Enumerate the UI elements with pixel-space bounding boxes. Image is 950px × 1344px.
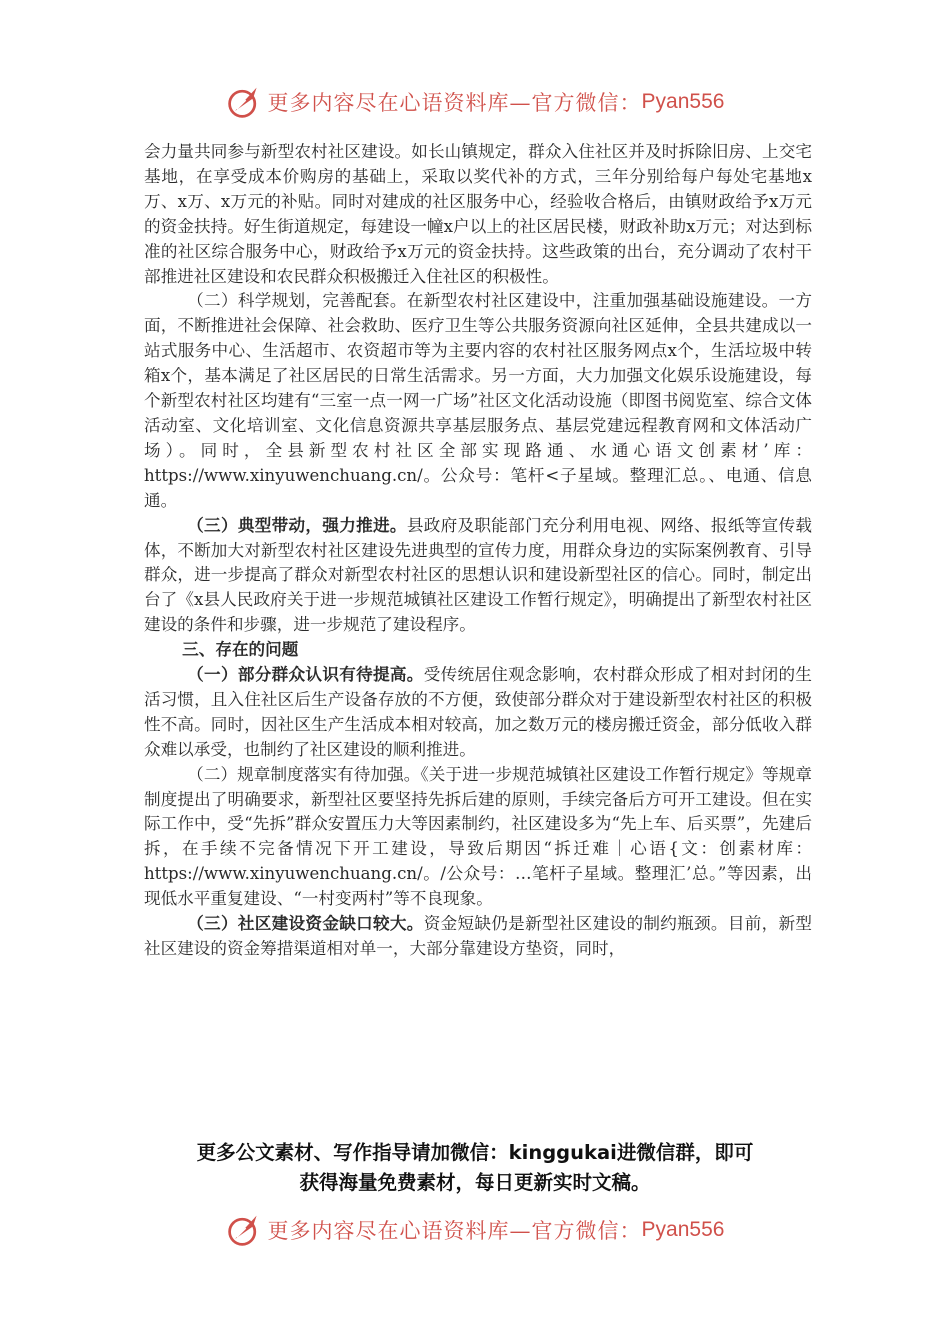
paragraph: （一）部分群众认识有待提高。受传统居住观念影响，农村群众形成了相对封闭的生活习惯，且入住社区后生产设备存放的不方便，致使部分群众对于建设新型农村社区的积极性不高。同时，因社区生产生活成本相对较高，加之数万元的楼房搬迁资金，部分低收入群众难以承受，也制约了社区建设的顺利推进。 bbox=[144, 665, 813, 759]
section-heading: 三、存在的问题 bbox=[182, 640, 299, 660]
banner-wechat-id: Pyan556 bbox=[641, 1218, 725, 1241]
document-body bbox=[144, 140, 812, 962]
banner-text: 更多内容尽在心语资料库—官方微信： bbox=[267, 91, 642, 115]
promo-line-1: 更多公文素材、写作指导请加微信：kinggukai进微信群，即可 bbox=[196, 1141, 754, 1164]
promo-line-2: 获得海量免费素材，每日更新实时文稿。 bbox=[299, 1171, 651, 1194]
paragraph: （二）规章制度落实有待加强。《关于进一步规范城镇社区建设工作暂行规定》等规章制度提出了明确要求，新型社区要坚持先拆后建的原则，手续完备后方可开工建设。但在实际工作中，受“先拆”群众安置压力大等因素制约，社区建设多为“先上车、后买票”，先建后拆，在手续不完备情况下开工建设，导致后期因“拆迁难｜心语{文：创素材库：https://www.xinyuwenchuang.cn/。/公众号：…笔杆子星域。整理汇’总。”等因素，出现低水平重复建设、“一村变两村”等不良现象。 bbox=[144, 764, 812, 909]
quill-logo-icon bbox=[226, 84, 262, 120]
paragraph-heading: （三）典型带动，强力推进。 bbox=[187, 515, 407, 535]
paragraph: （二）科学规划，完善配套。在新型农村社区建设中，注重加强基础设施建设。一方面，不断推进社会保障、社会救助、医疗卫生等公共服务资源向社区延伸，全县共建成以一站式服务中心、生活超市、农资超市等为主要内容的农村社区服务网点x个，生活垃圾中转箱x个，基本满足了社区居民的日常生活需求。另一方面，大力加强文化娱乐设施建设，每个新型农村社区均建有“三室一点一网一广场”社区文化活动设施（即图书阅览室、综合文体活动室、文化培训室、文化信息资源共享基层服务点、基层党建远程教育网和文体活动广场）。同时，全县新型农村社区全部实现路通、水通心语文创素材’库：https://www.xinyuwenchuang.cn/。公众号：笔杆<子星域。整理汇总。、电通、信息通。 bbox=[144, 291, 812, 510]
quill-logo-icon bbox=[226, 1212, 262, 1248]
footer-banner bbox=[0, 1208, 950, 1252]
header-banner bbox=[0, 80, 950, 124]
paragraph-heading: （三）社区建设资金缺口较大。 bbox=[187, 914, 424, 934]
paragraph: 会力量共同参与新型农村社区建设。如长山镇规定，群众入住社区并及时拆除旧房、上交宅基地，在享受成本价购房的基础上，采取以奖代补的方式，三年分别给每户每处宅基地x万、x万、x万元的补贴。同时对建成的社区服务中心，经验收合格后，由镇财政给予x万元的资金扶持。好生街道规定，每建设一幢x户以上的社区居民楼，财政补助x万元；对达到标准的社区综合服务中心，财政给予x万元的资金扶持。这些政策的出台，充分调动了农村干部推进社区建设和农民群众积极搬迁入住社区的积极性。 bbox=[144, 142, 812, 286]
paragraph: （三）社区建设资金缺口较大。资金短缺仍是新型社区建设的制约瓶颈。目前，新型社区建设的资金筹措渠道相对单一，大部分靠建设方垫资，同时， bbox=[144, 914, 813, 958]
banner-text: 更多内容尽在心语资料库—官方微信： bbox=[267, 1219, 642, 1243]
paragraph-heading: （一）部分群众认识有待提高。 bbox=[187, 665, 424, 685]
promo-text bbox=[0, 1138, 950, 1198]
banner-wechat-id: Pyan556 bbox=[641, 90, 725, 113]
paragraph: （三）典型带动，强力推进。县政府及职能部门充分利用电视、网络、报纸等宣传载体，不断加大对新型农村社区建设先进典型的宣传力度，用群众身边的实际案例教育、引导群众，进一步提高了群众对新型农村社区的思想认识和建设新型社区的信心。同时，制定出台了《x县人民政府关于进一步规范城镇社区建设工作暂行规定》，明确提出了新型农村社区建设的条件和步骤，进一步规范了建设程序。 bbox=[144, 515, 813, 635]
